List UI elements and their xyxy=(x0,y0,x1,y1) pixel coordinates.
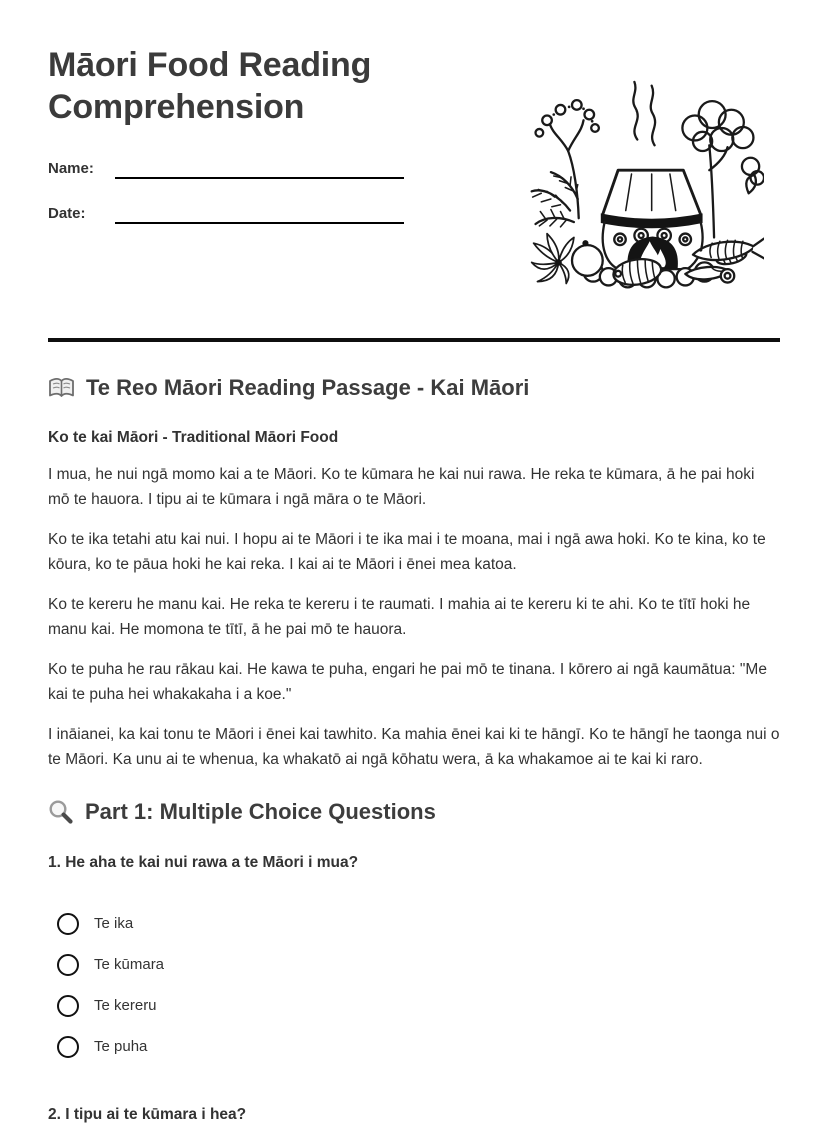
passage-subtitle: Ko te kai Māori - Traditional Māori Food xyxy=(48,428,339,446)
magnifier-icon xyxy=(48,799,74,825)
passage-paragraph-2: Ko te ika tetahi atu kai nui. I hopu ai te Māori i te ika mai i te moana, mai i ngā awa hoki. Ko te kina, ko te kōura, ko te pāua hoki he kai reka. I kai ai te Māori i ēnei mea katoa. xyxy=(48,530,766,573)
option-label: Te kūmara xyxy=(94,955,165,973)
name-input-line[interactable] xyxy=(115,157,404,179)
option-label: Te kereru xyxy=(94,996,157,1014)
radio-button[interactable] xyxy=(57,995,79,1017)
passage-paragraph-4: Ko te puha he rau rākau kai. He kawa te puha, engari he pai mō te tinana. I kōrero ai ngā kaumātua: "Me kai te puha hei whakakaha i a koe." xyxy=(48,660,767,703)
radio-button[interactable] xyxy=(57,1036,79,1058)
passage-paragraph-3: Ko te kereru he manu kai. He reka te kereru i te raumati. I mahia ai te kereru ki te ahi. Ko te tītī hoki he manu kai. He momona te tītī, ā he pai mō te hauora. xyxy=(48,595,751,638)
header xyxy=(48,44,780,302)
name-label: Name: xyxy=(48,160,94,178)
option-label: Te ika xyxy=(94,914,134,932)
date-input-line[interactable] xyxy=(115,202,404,224)
option-row-te-kereru[interactable] xyxy=(48,994,780,1018)
open-book-icon xyxy=(48,376,75,400)
option-label: Te puha xyxy=(94,1037,148,1055)
passage-heading xyxy=(48,374,780,402)
section-divider xyxy=(48,338,780,342)
page-title: Māori Food Reading Comprehension xyxy=(48,46,372,127)
part1-heading-text: Part 1: Multiple Choice Questions xyxy=(85,798,436,824)
hangi-cooking-scene-drawing xyxy=(524,78,764,297)
option-row-te-puha[interactable] xyxy=(48,1035,780,1059)
option-row-te-ika[interactable] xyxy=(48,912,780,936)
radio-button[interactable] xyxy=(57,913,79,935)
question-1: 1. He aha te kai nui rawa a te Māori i mua? xyxy=(48,853,359,871)
hangi-illustration xyxy=(524,78,764,302)
date-field xyxy=(48,200,524,224)
question-1-options xyxy=(48,912,780,1059)
question-2: 2. I tipu ai te kūmara i hea? xyxy=(48,1105,247,1123)
date-label: Date: xyxy=(48,205,86,223)
passage-heading-text: Te Reo Māori Reading Passage - Kai Māori xyxy=(86,374,530,400)
passage-paragraph-1: I mua, he nui ngā momo kai a te Māori. Ko te kūmara he kai nui rawa. He reka te kūmara, ā he pai hoki mō te hauora. I tipu ai te kūmara i ngā māra o te Māori. xyxy=(48,465,755,508)
option-row-te-kumara[interactable] xyxy=(48,953,780,977)
part1-heading xyxy=(48,798,780,826)
passage-paragraph-5: I ināianei, ka kai tonu te Māori i ēnei kai tawhito. Ka mahia ēnei kai ki te hāngī. Ko te hāngī he taonga nui o te Māori. Ka unu ai te whenua, ka whakatō ai ngā kōhatu wera, ā ka whakamoe ai te kai ki raro. xyxy=(48,725,780,768)
name-field xyxy=(48,155,524,179)
radio-button[interactable] xyxy=(57,954,79,976)
